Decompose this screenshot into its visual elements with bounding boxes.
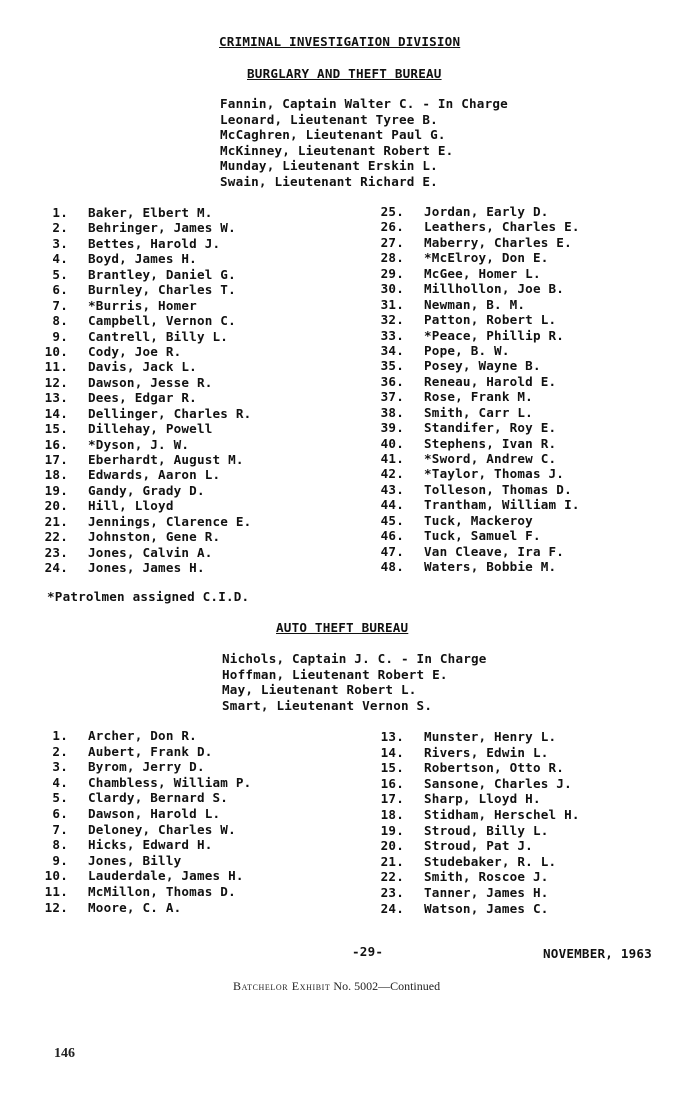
auto-staff-list (222, 651, 487, 713)
roster-number: 24. (380, 900, 404, 916)
roster-number: 9. (52, 852, 68, 868)
roster-name: Chambless, William P. (88, 774, 252, 790)
roster-number: 9. (52, 328, 68, 344)
roster-name: Byrom, Jerry D. (88, 759, 205, 775)
roster-row (38, 560, 251, 575)
staff-line: Swain, Lieutenant Richard E. (220, 173, 438, 189)
roster-number: 16. (44, 436, 68, 452)
roster-name: Baker, Elbert M. (88, 205, 213, 220)
roster-number: 43. (380, 481, 404, 497)
roster-row (38, 498, 251, 513)
staff-line: Hoffman, Lieutenant Robert E. (222, 666, 448, 682)
roster-name: Leathers, Charles E. (424, 219, 580, 235)
roster-name: Deloney, Charles W. (88, 821, 236, 837)
roster-number: 10. (44, 868, 68, 884)
staff-line: Nichols, Captain J. C. - In Charge (222, 651, 487, 666)
roster-name: Robertson, Otto R. (424, 760, 565, 776)
roster-row (38, 759, 251, 775)
roster-name: Sansone, Charles J. (424, 775, 572, 791)
roster-row (374, 250, 580, 265)
roster-name: *McElroy, Don E. (424, 250, 549, 266)
roster-name: Stroud, Pat J. (424, 838, 533, 854)
roster-name: Tanner, James H. (424, 884, 549, 900)
roster-row (374, 559, 580, 574)
roster-number: 42. (380, 466, 404, 482)
roster-number: 31. (380, 296, 404, 312)
roster-number: 40. (380, 435, 404, 451)
roster-number: 30. (380, 281, 404, 297)
roster-name: Maberry, Charles E. (424, 234, 572, 250)
roster-row (38, 853, 251, 869)
roster-name: Johnston, Gene R. (88, 529, 221, 545)
roster-number: 2. (52, 743, 68, 759)
page-marker: -29- (352, 944, 384, 959)
roster-number: 15. (44, 421, 68, 437)
roster-row (374, 745, 580, 761)
roster-number: 35. (380, 358, 404, 374)
roster-number: 20. (380, 838, 404, 854)
roster-number: 6. (52, 805, 68, 821)
roster-name: Jones, Calvin A. (88, 544, 213, 560)
roster-name: *Sword, Andrew C. (424, 451, 557, 466)
roster-number: 17. (380, 791, 404, 807)
staff-line: McKinney, Lieutenant Robert E. (220, 142, 454, 158)
roster-name: *Dyson, J. W. (88, 436, 190, 452)
roster-row (38, 514, 251, 529)
roster-row (374, 760, 580, 776)
roster-row (374, 389, 580, 404)
roster-row (38, 298, 251, 313)
roster-number: 46. (380, 528, 404, 544)
roster-name: Van Cleave, Ira F. (424, 543, 565, 559)
roster-number: 45. (380, 512, 404, 528)
roster-row (374, 513, 580, 528)
roster-row (38, 790, 251, 806)
roster-number: 16. (380, 775, 404, 791)
roster-name: Dees, Edgar R. (88, 390, 197, 406)
roster-row (38, 205, 251, 220)
roster-name: Clardy, Bernard S. (88, 790, 229, 806)
roster-row (374, 776, 580, 792)
roster-name: Eberhardt, August M. (88, 452, 244, 467)
roster-name: Dawson, Jesse R. (88, 374, 213, 390)
roster-row (374, 729, 580, 745)
burglary-staff-list (220, 96, 508, 189)
roster-name: *Peace, Phillip R. (424, 327, 565, 343)
roster-name: Edwards, Aaron L. (88, 467, 221, 483)
roster-number: 18. (44, 467, 68, 483)
roster-number: 27. (380, 234, 404, 250)
staff-line: Smart, Lieutenant Vernon S. (222, 697, 433, 713)
roster-number: 12. (44, 899, 68, 915)
roster-name: Dellinger, Charles R. (88, 405, 252, 421)
roster-row (374, 266, 580, 281)
roster-row (374, 358, 580, 373)
staff-line: McCaghren, Lieutenant Paul G. (220, 127, 446, 142)
exhibit-name: Batchelor Exhibit (233, 979, 331, 993)
roster-name: Jennings, Clarence E. (88, 513, 252, 529)
roster-number: 23. (44, 544, 68, 560)
roster-name: Boyd, James H. (88, 251, 197, 267)
roster-number: 4. (52, 774, 68, 790)
roster-number: 8. (52, 313, 68, 329)
roster-row (374, 328, 580, 343)
roster-row (374, 343, 580, 358)
roster-row (38, 545, 251, 560)
roster-row (38, 837, 251, 853)
roster-name: Brantley, Daniel G. (88, 266, 236, 282)
roster-number: 23. (380, 884, 404, 900)
roster-name: Jordan, Early D. (424, 204, 549, 219)
roster-row (38, 359, 251, 374)
roster-name: Pope, B. W. (424, 342, 510, 358)
roster-number: 19. (44, 482, 68, 498)
roster-number: 11. (44, 359, 68, 375)
roster-name: Smith, Carr L. (424, 404, 533, 420)
roster-row (38, 313, 251, 328)
roster-number: 17. (44, 452, 68, 467)
roster-row (374, 281, 580, 296)
division-heading: CRIMINAL INVESTIGATION DIVISION (219, 34, 461, 49)
roster-number: 37. (380, 389, 404, 405)
roster-row (374, 235, 580, 250)
roster-row (38, 251, 251, 266)
footnote: *Patrolmen assigned C.I.D. (47, 589, 250, 604)
roster-name: Sharp, Lloyd H. (424, 791, 541, 807)
roster-row (38, 900, 251, 916)
roster-row (38, 728, 251, 744)
page-folio: 146 (54, 1046, 75, 1061)
roster-number: 5. (52, 790, 68, 806)
roster-row (374, 297, 580, 312)
roster-row (374, 544, 580, 559)
roster-name: Reneau, Harold E. (424, 373, 557, 389)
roster-name: Jones, Billy (88, 852, 182, 868)
roster-number: 11. (44, 883, 68, 899)
roster-number: 29. (380, 265, 404, 281)
roster-name: Munster, Henry L. (424, 729, 557, 744)
roster-row (38, 375, 251, 390)
roster-name: Dillehay, Powell (88, 421, 213, 437)
roster-number: 7. (52, 297, 68, 313)
roster-row (38, 452, 251, 467)
roster-name: Lauderdale, James H. (88, 868, 244, 884)
roster-name: Hill, Lloyd (88, 498, 174, 514)
staff-line: Leonard, Lieutenant Tyree B. (220, 111, 438, 127)
roster-number: 14. (380, 744, 404, 760)
roster-name: Newman, B. M. (424, 296, 526, 312)
staff-line: May, Lieutenant Robert L. (222, 682, 417, 697)
roster-number: 7. (52, 821, 68, 837)
roster-name: Studebaker, R. L. (424, 853, 557, 869)
roster-name: McGee, Homer L. (424, 265, 541, 281)
roster-row (374, 374, 580, 389)
roster-name: Behringer, James W. (88, 220, 236, 236)
roster-name: Rivers, Edwin L. (424, 744, 549, 760)
roster-number: 41. (380, 451, 404, 466)
roster-name: Burnley, Charles T. (88, 282, 236, 298)
roster-name: McMillon, Thomas D. (88, 883, 236, 899)
roster-number: 47. (380, 543, 404, 559)
roster-name: Davis, Jack L. (88, 359, 197, 375)
roster-row (38, 775, 251, 791)
roster-number: 13. (380, 729, 404, 744)
roster-number: 2. (52, 220, 68, 236)
roster-row (374, 405, 580, 420)
roster-number: 38. (380, 404, 404, 420)
roster-row (38, 822, 251, 838)
roster-row (38, 884, 251, 900)
roster-number: 21. (44, 513, 68, 529)
roster-number: 15. (380, 760, 404, 776)
roster-row (374, 436, 580, 451)
burglary-roster-left (38, 205, 251, 576)
roster-number: 18. (380, 806, 404, 822)
roster-row (38, 282, 251, 297)
roster-number: 44. (380, 497, 404, 513)
roster-number: 8. (52, 837, 68, 853)
roster-name: Watson, James C. (424, 900, 549, 916)
roster-name: Hicks, Edward H. (88, 837, 213, 853)
roster-row (38, 868, 251, 884)
roster-number: 34. (380, 342, 404, 358)
roster-row (374, 204, 580, 219)
roster-number: 4. (52, 251, 68, 267)
roster-name: Tuck, Mackeroy (424, 512, 533, 528)
roster-name: Tuck, Samuel F. (424, 528, 541, 544)
roster-row (38, 406, 251, 421)
roster-row (374, 885, 580, 901)
auto-roster-right (374, 729, 580, 916)
roster-number: 6. (52, 282, 68, 298)
roster-row (374, 420, 580, 435)
roster-row (38, 806, 251, 822)
roster-number: 12. (44, 374, 68, 390)
roster-number: 21. (380, 853, 404, 869)
roster-name: Cantrell, Billy L. (88, 328, 229, 344)
roster-number: 24. (44, 560, 68, 576)
staff-line: Munday, Lieutenant Erskin L. (220, 158, 438, 173)
roster-row (38, 529, 251, 544)
roster-name: Millhollon, Joe B. (424, 281, 565, 297)
roster-name: Cody, Joe R. (88, 343, 182, 359)
roster-row (38, 220, 251, 235)
roster-row (374, 482, 580, 497)
roster-name: Posey, Wayne B. (424, 358, 541, 374)
roster-number: 32. (380, 312, 404, 328)
roster-row (374, 869, 580, 885)
roster-number: 22. (380, 869, 404, 885)
roster-number: 39. (380, 420, 404, 436)
roster-number: 20. (44, 498, 68, 514)
roster-name: Patton, Robert L. (424, 312, 557, 328)
roster-name: Bettes, Harold J. (88, 235, 221, 251)
roster-number: 1. (52, 728, 68, 743)
roster-row (38, 467, 251, 482)
roster-number: 28. (380, 250, 404, 266)
exhibit-caption (233, 979, 440, 994)
burglary-roster-right (374, 204, 580, 575)
roster-row (374, 807, 580, 823)
roster-row (374, 838, 580, 854)
report-date: NOVEMBER, 1963 (543, 946, 652, 961)
roster-name: *Burris, Homer (88, 297, 197, 313)
roster-row (374, 791, 580, 807)
roster-number: 22. (44, 529, 68, 545)
roster-row (38, 236, 251, 251)
roster-row (38, 421, 251, 436)
roster-number: 36. (380, 373, 404, 389)
burglary-bureau-heading: BURGLARY AND THEFT BUREAU (247, 66, 442, 81)
roster-row (38, 344, 251, 359)
roster-number: 13. (44, 390, 68, 406)
auto-bureau-heading: AUTO THEFT BUREAU (276, 620, 409, 635)
roster-name: Stroud, Billy L. (424, 822, 549, 838)
roster-row (374, 466, 580, 481)
staff-line: Fannin, Captain Walter C. - In Charge (220, 96, 508, 111)
roster-row (38, 483, 251, 498)
roster-name: Gandy, Grady D. (88, 482, 205, 498)
roster-row (374, 854, 580, 870)
roster-row (38, 390, 251, 405)
roster-name: Standifer, Roy E. (424, 420, 557, 436)
roster-name: Archer, Don R. (88, 728, 197, 743)
roster-name: Stephens, Ivan R. (424, 435, 557, 451)
roster-name: Stidham, Herschel H. (424, 806, 580, 822)
roster-number: 5. (52, 266, 68, 282)
roster-number: 14. (44, 405, 68, 421)
roster-row (374, 901, 580, 917)
roster-row (38, 267, 251, 282)
roster-number: 19. (380, 822, 404, 838)
roster-number: 48. (380, 559, 404, 575)
roster-name: Waters, Bobbie M. (424, 559, 557, 575)
roster-number: 33. (380, 327, 404, 343)
roster-row (374, 497, 580, 512)
roster-row (374, 312, 580, 327)
roster-number: 3. (52, 235, 68, 251)
roster-row (374, 823, 580, 839)
roster-row (38, 329, 251, 344)
roster-name: Smith, Roscoe J. (424, 869, 549, 885)
roster-number: 25. (380, 204, 404, 219)
roster-name: *Taylor, Thomas J. (424, 466, 565, 482)
roster-number: 3. (52, 759, 68, 775)
roster-name: Rose, Frank M. (424, 389, 533, 405)
roster-name: Dawson, Harold L. (88, 805, 221, 821)
roster-number: 1. (52, 205, 68, 220)
roster-name: Tolleson, Thomas D. (424, 481, 572, 497)
roster-name: Trantham, William I. (424, 497, 580, 513)
roster-number: 26. (380, 219, 404, 235)
roster-name: Campbell, Vernon C. (88, 313, 236, 329)
roster-name: Aubert, Frank D. (88, 743, 213, 759)
roster-number: 10. (44, 343, 68, 359)
roster-row (374, 528, 580, 543)
roster-row (38, 437, 251, 452)
exhibit-number: No. 5002—Continued (333, 979, 441, 993)
roster-name: Moore, C. A. (88, 899, 182, 915)
auto-roster-left (38, 728, 251, 915)
roster-name: Jones, James H. (88, 560, 205, 576)
roster-row (38, 744, 251, 760)
roster-row (374, 219, 580, 234)
roster-row (374, 451, 580, 466)
